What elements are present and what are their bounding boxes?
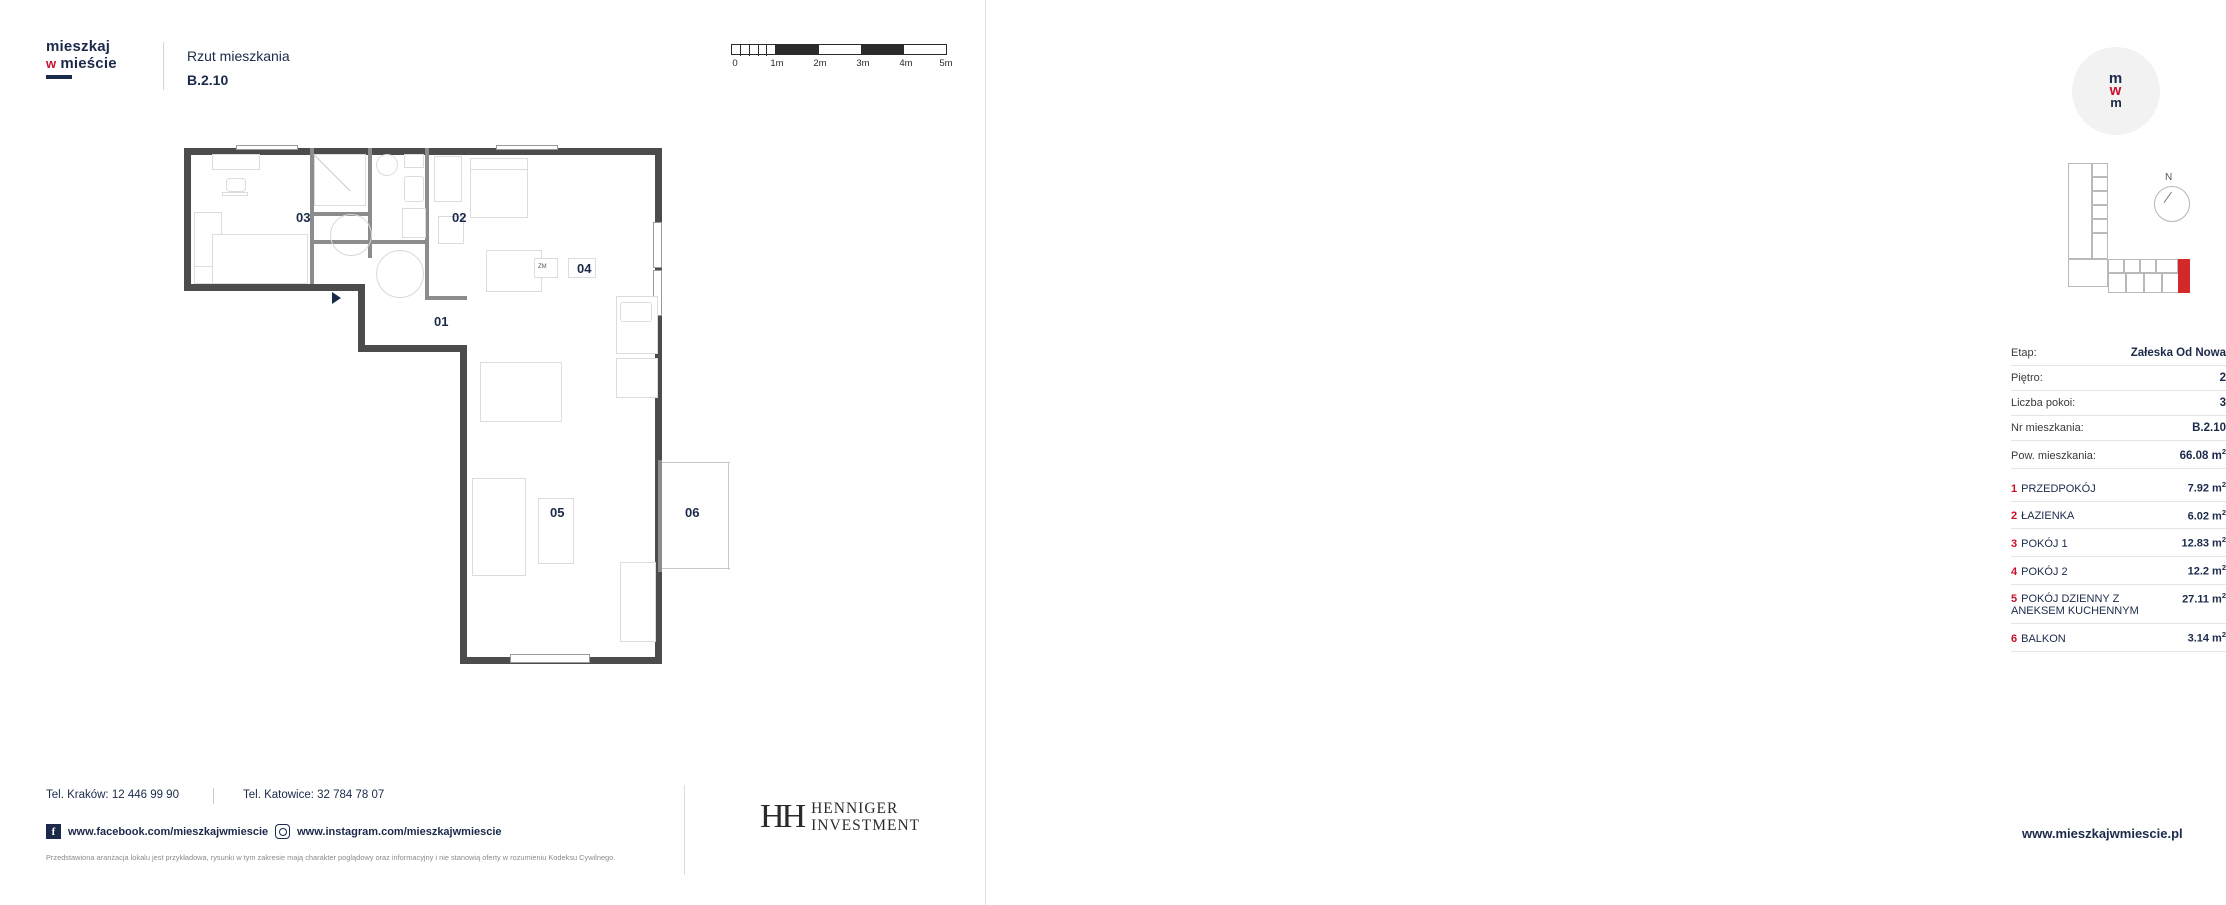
- brand-mark: [2072, 47, 2160, 135]
- scale-seg-ticks: [732, 45, 776, 54]
- keyplan-cell-5: [2092, 219, 2108, 233]
- room-list-label: [2011, 633, 2066, 645]
- logo-line-2: [46, 55, 151, 72]
- room-name: POKÓJ 1: [2021, 537, 2068, 550]
- furniture-table-05: [480, 362, 562, 422]
- apartment-info-table: [2011, 341, 2226, 469]
- compass-north-label: N: [2165, 172, 2173, 183]
- balcony-inner-wall: [658, 460, 662, 572]
- window-04: [496, 145, 558, 150]
- info-value-rooms: 3: [2219, 397, 2226, 409]
- keyplan-cell-2: [2092, 177, 2108, 191]
- kitchen-hob-05: [620, 302, 652, 322]
- brand-mark-row-1: m: [2108, 70, 2124, 87]
- keyplan-cell-1: [2092, 163, 2108, 177]
- henniger-line-2: INVESTMENT: [811, 817, 921, 834]
- room-list-label: [2011, 538, 2068, 550]
- room-index: 4: [2011, 565, 2018, 578]
- keyplan-block-left: [2068, 163, 2092, 259]
- scale-bar: [731, 44, 953, 72]
- room-name: BALKON: [2021, 632, 2066, 645]
- scale-seg-3: [862, 45, 905, 54]
- info-row-floor: [2011, 366, 2226, 391]
- room-number-01: 01: [434, 314, 449, 329]
- footer-vertical-divider: [684, 785, 685, 875]
- balcony-door-05: [620, 562, 656, 642]
- room-area-sup: 2: [2221, 480, 2226, 489]
- wall-internal-04-bottom: [429, 296, 467, 300]
- scale-label-0: 0: [732, 58, 738, 69]
- room-area-number: 7.92 m: [2187, 482, 2222, 495]
- room-list-item: [2011, 529, 2226, 557]
- instagram-link[interactable]: www.instagram.com/mieszkajwmiescie: [297, 825, 502, 838]
- henniger-monogram: HH: [760, 798, 804, 835]
- room-area-number: 12.83 m: [2181, 537, 2222, 550]
- room-number-02: 02: [452, 210, 467, 225]
- room-list-item: [2011, 502, 2226, 530]
- furniture-sofa-05: [472, 478, 526, 576]
- logo-city-word: mieście: [60, 55, 117, 72]
- info-value-area: [2180, 447, 2226, 462]
- compass: [2148, 172, 2194, 224]
- room-area-number: 3.14 m: [2187, 632, 2222, 645]
- keyplan-cell-13: [2126, 273, 2144, 293]
- room-number-05: 05: [550, 505, 565, 520]
- room-number-04: 04: [577, 261, 592, 276]
- room-area-sup: 2: [2221, 590, 2226, 600]
- room-area: [2188, 630, 2226, 645]
- footer-separator: [213, 788, 214, 804]
- room-name: POKÓJ DZIENNY Z ANEKSEM KUCHENNYM: [2011, 593, 2139, 618]
- window-05-bottom: [510, 654, 590, 663]
- wall-internal-bath-top: [310, 212, 370, 216]
- scale-bar-labels: [731, 58, 953, 72]
- room-list-label: [2011, 483, 2096, 495]
- room-area-number: 12.2 m: [2187, 565, 2222, 578]
- balcony-top-edge: [662, 462, 730, 463]
- info-row-area: [2011, 441, 2226, 469]
- furniture-wardrobe-04: [434, 156, 462, 202]
- door-arc-01: [376, 250, 424, 298]
- keyplan-cell-3: [2092, 191, 2108, 205]
- room-area-sup: 2: [2221, 562, 2226, 572]
- logo-line-1: mieszkaj: [46, 38, 111, 55]
- zm-label: ZM: [538, 264, 547, 270]
- info-row-stage: [2011, 341, 2226, 366]
- room-name: PRZEDPOKÓJ: [2021, 482, 2096, 495]
- keyplan-cell-6: [2092, 233, 2108, 259]
- scale-label-1: 1m: [770, 58, 784, 69]
- wall-living-left: [460, 448, 467, 664]
- furniture-rug-03: [212, 234, 308, 284]
- window-03: [236, 145, 298, 150]
- disclaimer-text: Przedstawiona aranżacja lokalu jest przykładowa, rysunki w tym zakresie mają charakter poglądowy oraz informacyjny i nie stanowią oferty w rozumieniu Kodeksu Cywilnego.: [46, 853, 616, 862]
- room-index: 3: [2011, 537, 2018, 550]
- info-value-floor: 2: [2219, 372, 2226, 384]
- info-row-number: [2011, 416, 2226, 441]
- keyplan-cell-4: [2092, 205, 2108, 219]
- room-list: [2011, 474, 2226, 652]
- info-value-area-number: 66.08 m: [2179, 449, 2222, 462]
- instagram-icon[interactable]: [275, 824, 290, 839]
- door-arc-02: [330, 214, 372, 256]
- apartment-code: B.2.10: [187, 72, 229, 88]
- furniture-wardrobe-03: [212, 154, 260, 170]
- fixture-washer-02: [376, 154, 398, 176]
- floor-plan[interactable]: [150, 130, 790, 700]
- info-label-number: Nr mieszkania:: [2011, 422, 2084, 434]
- header-divider: [163, 42, 164, 90]
- social-links: [46, 824, 502, 839]
- wall-corridor-bottom: [358, 345, 466, 352]
- info-label-stage: Etap:: [2011, 347, 2037, 359]
- balcony-right-edge: [728, 462, 729, 570]
- wall-internal-04-left2: [425, 240, 429, 300]
- room-area: [2188, 508, 2226, 523]
- keyplan-cell-12: [2108, 273, 2126, 293]
- scale-label-5: 5m: [939, 58, 953, 69]
- room-area-sup: 2: [2221, 507, 2226, 517]
- info-label-rooms: Liczba pokoi:: [2011, 397, 2076, 409]
- furniture-desk-03: [222, 192, 248, 196]
- room-list-label: [2011, 593, 2161, 617]
- info-row-rooms: [2011, 391, 2226, 416]
- room-area-number: 27.11 m: [2182, 593, 2222, 606]
- kitchen-sink-05: [616, 358, 658, 398]
- scale-seg-1: [776, 45, 819, 54]
- room-list-label: [2011, 566, 2068, 578]
- wall-bottom-03: [184, 284, 364, 291]
- keyplan-cell-11: [2156, 259, 2178, 273]
- brand-mark-row-3: m: [2110, 95, 2122, 110]
- logo-underline: [46, 75, 72, 79]
- brand-mark-row-2: w: [2109, 82, 2123, 99]
- keyplan-cell-7: [2068, 259, 2108, 287]
- room-area: [2182, 591, 2226, 606]
- facebook-icon[interactable]: f: [46, 824, 61, 839]
- furniture-bed-head-04: [470, 158, 528, 170]
- fixture-sink-02: [404, 154, 424, 168]
- room-area: [2181, 535, 2226, 550]
- room-area: [2188, 480, 2226, 495]
- room-number-06: 06: [685, 505, 700, 520]
- info-label-floor: Piętro:: [2011, 372, 2043, 384]
- room-name: ŁAZIENKA: [2021, 510, 2075, 523]
- keyplan-cell-8: [2108, 259, 2124, 273]
- fixture-toilet-02: [404, 176, 424, 202]
- info-value-number: B.2.10: [2192, 422, 2226, 434]
- fixture-shower-02: [402, 208, 426, 238]
- room-list-item: [2011, 624, 2226, 652]
- wall-corridor-left: [358, 284, 365, 352]
- wall-living-left-upper: [460, 345, 467, 455]
- room-index: 2: [2011, 510, 2018, 523]
- keyplan-cell-9: [2124, 259, 2140, 273]
- info-panel: [985, 0, 2226, 905]
- room-list-item: [2011, 585, 2226, 625]
- room-list-item: [2011, 474, 2226, 502]
- scale-seg-2: [819, 45, 862, 54]
- website-link[interactable]: www.mieszkajwmiescie.pl: [2022, 826, 2183, 841]
- phone-katowice: Tel. Katowice: 32 784 78 07: [243, 789, 385, 801]
- balcony-bottom-edge: [662, 568, 730, 569]
- room-index: 1: [2011, 482, 2018, 495]
- room-area-number: 6.02 m: [2187, 510, 2222, 523]
- keyplan-cell-10: [2140, 259, 2156, 273]
- wall-left-upper: [184, 148, 191, 291]
- plan-panel: [0, 0, 985, 905]
- henniger-logo: [760, 798, 920, 836]
- room-list-label: [2011, 510, 2074, 522]
- entry-arrow-icon: [332, 292, 341, 304]
- info-label-area: Pow. mieszkania:: [2011, 449, 2096, 462]
- henniger-line-1: HENNIGER: [811, 800, 899, 817]
- info-value-stage: Załeska Od Nowa: [2130, 347, 2226, 359]
- furniture-chair-03: [226, 178, 246, 192]
- info-value-area-sup: 2: [2221, 447, 2226, 456]
- scale-label-3: 3m: [856, 58, 870, 69]
- room-area-sup: 2: [2221, 535, 2226, 545]
- keyplan-cell-14: [2144, 273, 2162, 293]
- room-index: 6: [2011, 632, 2018, 645]
- scale-bar-segments: [731, 44, 947, 55]
- scale-label-2: 2m: [813, 58, 827, 69]
- room-number-03: 03: [296, 210, 311, 225]
- scale-seg-4: [904, 45, 946, 54]
- facebook-link[interactable]: www.facebook.com/mieszkajwmiescie: [68, 825, 269, 838]
- wall-internal-hall: [372, 240, 428, 244]
- window-04-side: [653, 222, 662, 268]
- logo[interactable]: [46, 38, 151, 79]
- room-index: 5: [2011, 593, 2018, 606]
- room-name: POKÓJ 2: [2021, 565, 2068, 578]
- room-area: [2188, 563, 2226, 578]
- page-title: Rzut mieszkania: [187, 48, 290, 64]
- phone-krakow: Tel. Kraków: 12 446 99 90: [46, 789, 179, 801]
- room-list-item: [2011, 557, 2226, 585]
- scale-label-4: 4m: [899, 58, 913, 69]
- room-area-sup: 2: [2221, 630, 2226, 640]
- keyplan-highlight-current-unit: [2178, 259, 2190, 293]
- logo-w-mark: w: [46, 56, 57, 71]
